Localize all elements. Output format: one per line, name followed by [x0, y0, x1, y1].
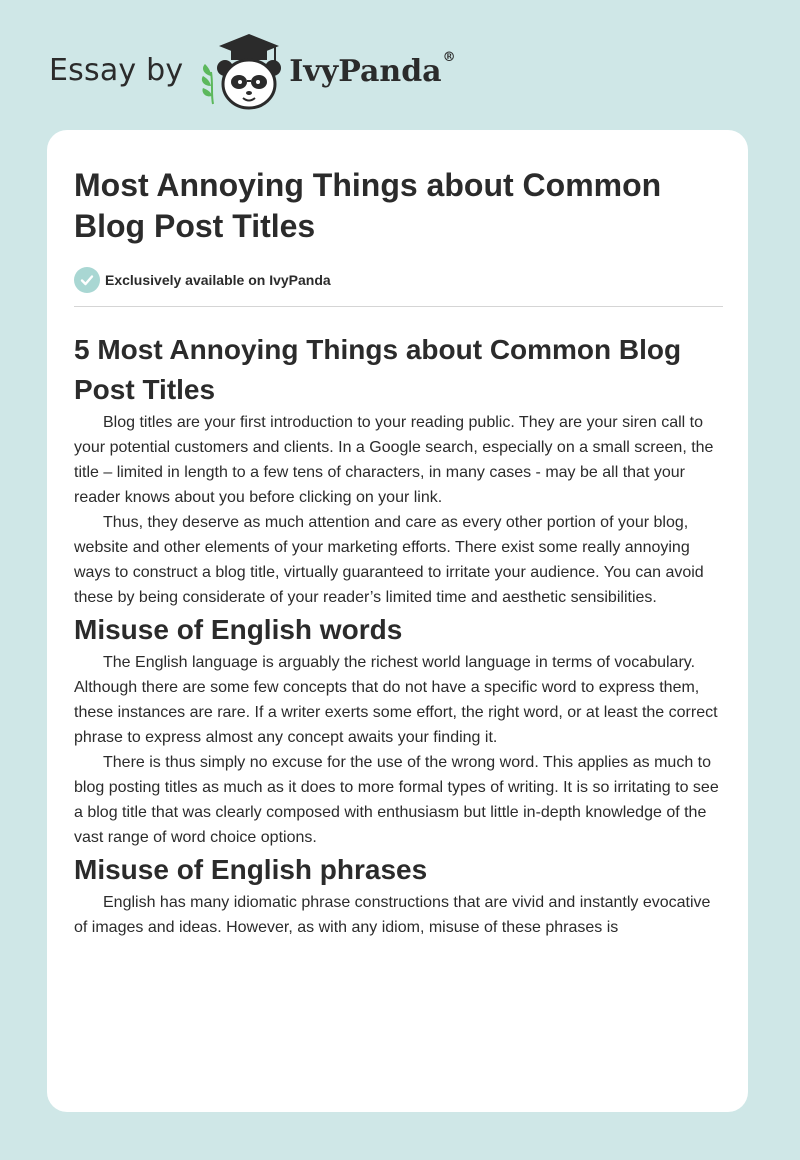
paragraph: Blog titles are your first introduction to your reading public. They are your siren call to your potential customers and clients. In a Google search, especially on a small screen, the title – limited in length to a few tens of characters, in many cases - may be all that your reader knows about you before clicking on your link. — [74, 414, 714, 506]
panda-graduate-icon — [197, 32, 283, 112]
paragraph: The English language is arguably the richest world language in terms of vocabulary. Although there are some few concepts that do not have a specific word to express them, these instances are rare. If a writer exerts some effort, the right word, or at least the correct phrase to express almost any concept awaits your finding it. — [74, 654, 718, 746]
paragraph: English has many idiomatic phrase constructions that are vivid and instantly evocative of images and ideas. However, as with any idiom, misuse of these phrases is — [74, 894, 711, 936]
section-heading: 5 Most Annoying Things about Common Blog Post Titles — [74, 334, 682, 405]
exclusive-badge — [74, 267, 723, 293]
divider — [74, 306, 723, 307]
section-heading: Misuse of English phrases — [74, 854, 428, 885]
exclusive-label: Exclusively available on IvyPanda — [105, 272, 331, 288]
essay-card — [47, 130, 748, 1112]
paragraph: There is thus simply no excuse for the use of the wrong word. This applies as much to blog posting titles as much as it does to more formal types of writing. It is so irritating to see a blog title that was clearly composed with enthusiasm but little in-depth knowledge of the vast range of word choice options. — [74, 754, 719, 846]
page-title: Most Annoying Things about Common Blog Post Titles — [74, 167, 662, 244]
section-heading: Misuse of English words — [74, 614, 403, 645]
essay-by-label: Essay by — [49, 52, 184, 88]
paragraph: Thus, they deserve as much attention and care as every other portion of your blog, website and other elements of your marketing efforts. There exist some really annoying ways to construct a blog title, virtually guaranteed to irritate your audience. You can avoid these by being considerate of your reader’s limited time and aesthetic sensibilities. — [74, 514, 704, 606]
site-header — [49, 32, 456, 112]
brand-logo-text: IvyPanda® — [289, 49, 456, 89]
check-circle-icon — [74, 267, 100, 293]
